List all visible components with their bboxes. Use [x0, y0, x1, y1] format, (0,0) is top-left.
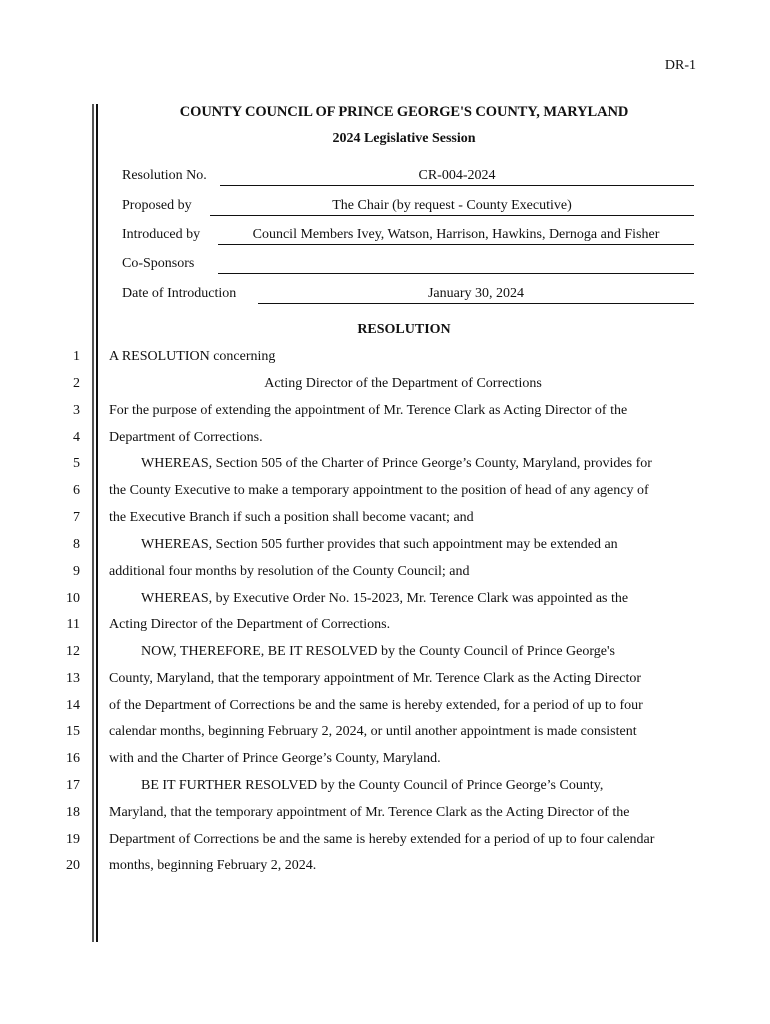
proposed-by-row	[122, 198, 694, 218]
body-line: Department of Corrections.	[109, 430, 263, 445]
resolution-subject: Acting Director of the Department of Corrections	[264, 376, 542, 391]
body-line: WHEREAS, Section 505 of the Charter of Prince George’s County, Maryland, provides for	[141, 456, 652, 471]
date-of-introduction-label: Date of Introduction	[122, 286, 237, 301]
line-number: 11	[66, 617, 80, 632]
resolution-number-value: CR-004-2024	[220, 168, 694, 186]
body-line: County, Maryland, that the temporary appointment of Mr. Terence Clark as the Acting Director	[109, 671, 642, 686]
proposed-by-value: The Chair (by request - County Executive)	[210, 198, 694, 216]
body-line: A RESOLUTION concerning	[109, 349, 276, 364]
introduced-by-value: Council Members Ivey, Watson, Harrison, Hawkins, Dernoga and Fisher	[218, 227, 694, 245]
resolution-heading: RESOLUTION	[357, 322, 451, 337]
date-of-introduction-value: January 30, 2024	[258, 286, 694, 304]
body-line: months, beginning February 2, 2024.	[109, 858, 317, 873]
line-number: 17	[66, 778, 80, 793]
body-line: Department of Corrections be and the same is hereby extended for a period of up to four calendar	[109, 832, 655, 847]
council-title: COUNTY COUNCIL OF PRINCE GEORGE'S COUNTY, MARYLAND	[179, 104, 629, 120]
co-sponsors-label: Co-Sponsors	[122, 256, 195, 271]
line-number: 10	[66, 591, 80, 606]
line-number: 13	[66, 671, 80, 686]
line-number: 9	[73, 564, 80, 579]
resolution-number-label: Resolution No.	[122, 168, 207, 183]
line-number: 16	[66, 751, 80, 766]
line-number: 5	[73, 456, 80, 471]
body-line: the Executive Branch if such a position shall become vacant; and	[109, 510, 474, 525]
line-number: 12	[66, 644, 80, 659]
introduced-by-label: Introduced by	[122, 227, 201, 242]
date-of-introduction-row	[122, 286, 694, 306]
introduced-by-row	[122, 227, 694, 247]
line-number: 14	[66, 698, 80, 713]
body-line: calendar months, beginning February 2, 2024, or until another appointment is made consistent	[109, 724, 637, 739]
co-sponsors-row	[122, 256, 694, 276]
line-number: 15	[66, 724, 80, 739]
line-number: 7	[73, 510, 80, 525]
body-line: WHEREAS, by Executive Order No. 15-2023, Mr. Terence Clark was appointed as the	[141, 591, 629, 606]
body-line: additional four months by resolution of the County Council; and	[109, 564, 470, 579]
line-number: 8	[73, 537, 80, 552]
line-number: 6	[73, 483, 80, 498]
co-sponsors-value	[218, 256, 694, 274]
body-line: BE IT FURTHER RESOLVED by the County Council of Prince George’s County,	[141, 778, 604, 793]
session-title: 2024 Legislative Session	[332, 131, 476, 146]
body-line: with and the Charter of Prince George’s County, Maryland.	[109, 751, 441, 766]
body-line: Maryland, that the temporary appointment of Mr. Terence Clark as the Acting Director of the	[109, 805, 630, 820]
margin-rule-inner	[96, 104, 98, 942]
body-line: the County Executive to make a temporary appointment to the position of head of any agency of	[109, 483, 649, 498]
body-line: Acting Director of the Department of Corrections.	[109, 617, 391, 632]
line-number: 4	[73, 430, 80, 445]
line-number: 19	[66, 832, 80, 847]
body-line: WHEREAS, Section 505 further provides that such appointment may be extended an	[141, 537, 618, 552]
proposed-by-label: Proposed by	[122, 198, 192, 213]
body-line: For the purpose of extending the appointment of Mr. Terence Clark as Acting Director of the	[109, 403, 628, 418]
line-number: 1	[73, 349, 80, 364]
line-number: 2	[73, 376, 80, 391]
line-number: 18	[66, 805, 80, 820]
body-line: NOW, THEREFORE, BE IT RESOLVED by the County Council of Prince George's	[141, 644, 615, 659]
page-label: DR-1	[664, 58, 696, 73]
resolution-number-row	[122, 168, 694, 188]
line-number: 3	[73, 403, 80, 418]
line-number: 20	[66, 858, 80, 873]
body-line: of the Department of Corrections be and the same is hereby extended, for a period of up to four	[109, 698, 643, 713]
margin-rule-outer	[92, 104, 94, 942]
